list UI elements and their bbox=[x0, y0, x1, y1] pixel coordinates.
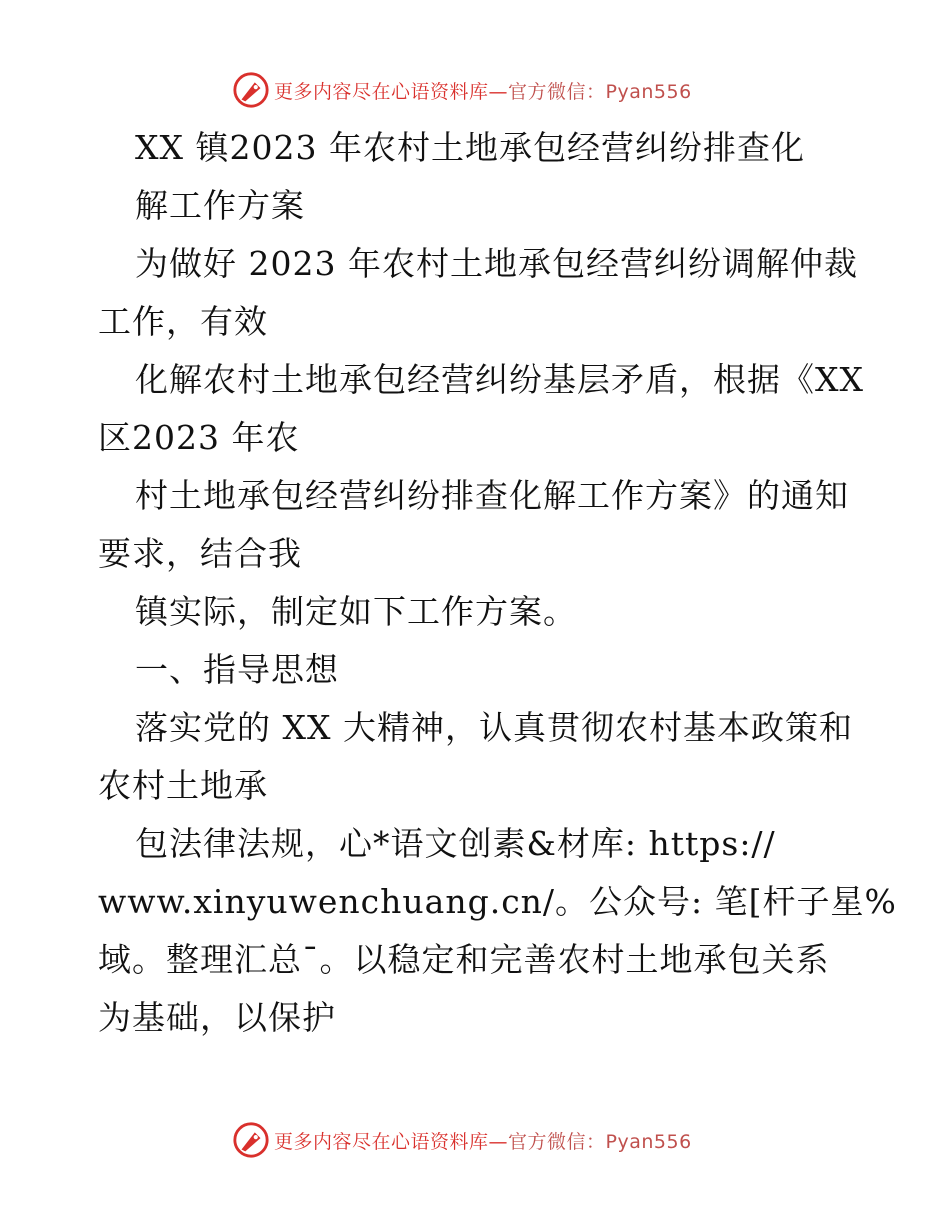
document-title-line-1: XX 镇2023 年农村土地承包经营纠纷排查化 bbox=[135, 128, 805, 167]
watermark-main-text: 更多内容尽在心语资料库— bbox=[274, 80, 509, 103]
document-title-line-2: 解工作方案 bbox=[135, 186, 305, 225]
paragraph-line: 镇实际，制定如下工作方案。 bbox=[135, 592, 577, 631]
watermark-wechat-text: 官方微信：Pyan556 bbox=[508, 1130, 692, 1153]
paragraph-line: 区2023 年农 bbox=[98, 418, 300, 457]
paragraph-line: 化解农村土地承包经营纠纷基层矛盾，根据《XX bbox=[135, 360, 864, 399]
paragraph-line: 农村土地承 bbox=[98, 766, 268, 805]
watermark-text bbox=[274, 1127, 692, 1154]
section-heading: 一、指导思想 bbox=[135, 650, 339, 689]
paragraph-line: 要求，结合我 bbox=[98, 534, 302, 573]
paragraph-line: 工作，有效 bbox=[98, 302, 268, 341]
pen-nib-logo-icon bbox=[232, 1121, 270, 1159]
paragraph-line: www.xinyuwenchuang.cn/。公众号: 笔[杆子星% bbox=[98, 882, 897, 921]
watermark-wechat-text: 官方微信：Pyan556 bbox=[508, 80, 692, 103]
paragraph-line: 为做好 2023 年农村土地承包经营纠纷调解仲裁 bbox=[135, 244, 858, 283]
paragraph-line: 落实党的 XX 大精神，认真贯彻农村基本政策和 bbox=[135, 708, 853, 747]
paragraph-line: 包法律法规，心*语文创素&材库: https:// bbox=[135, 824, 776, 863]
footer-watermark bbox=[232, 1120, 732, 1160]
watermark-main-text: 更多内容尽在心语资料库— bbox=[274, 1130, 509, 1153]
header-watermark bbox=[232, 70, 732, 110]
watermark-text bbox=[274, 77, 692, 104]
paragraph-line: 域。整理汇总¯。以稳定和完善农村土地承包关系 bbox=[98, 940, 830, 979]
paragraph-line: 村土地承包经营纠纷排查化解工作方案》的通知 bbox=[135, 476, 849, 515]
pen-nib-logo-icon bbox=[232, 71, 270, 109]
paragraph-line: 为基础，以保护 bbox=[98, 998, 336, 1037]
